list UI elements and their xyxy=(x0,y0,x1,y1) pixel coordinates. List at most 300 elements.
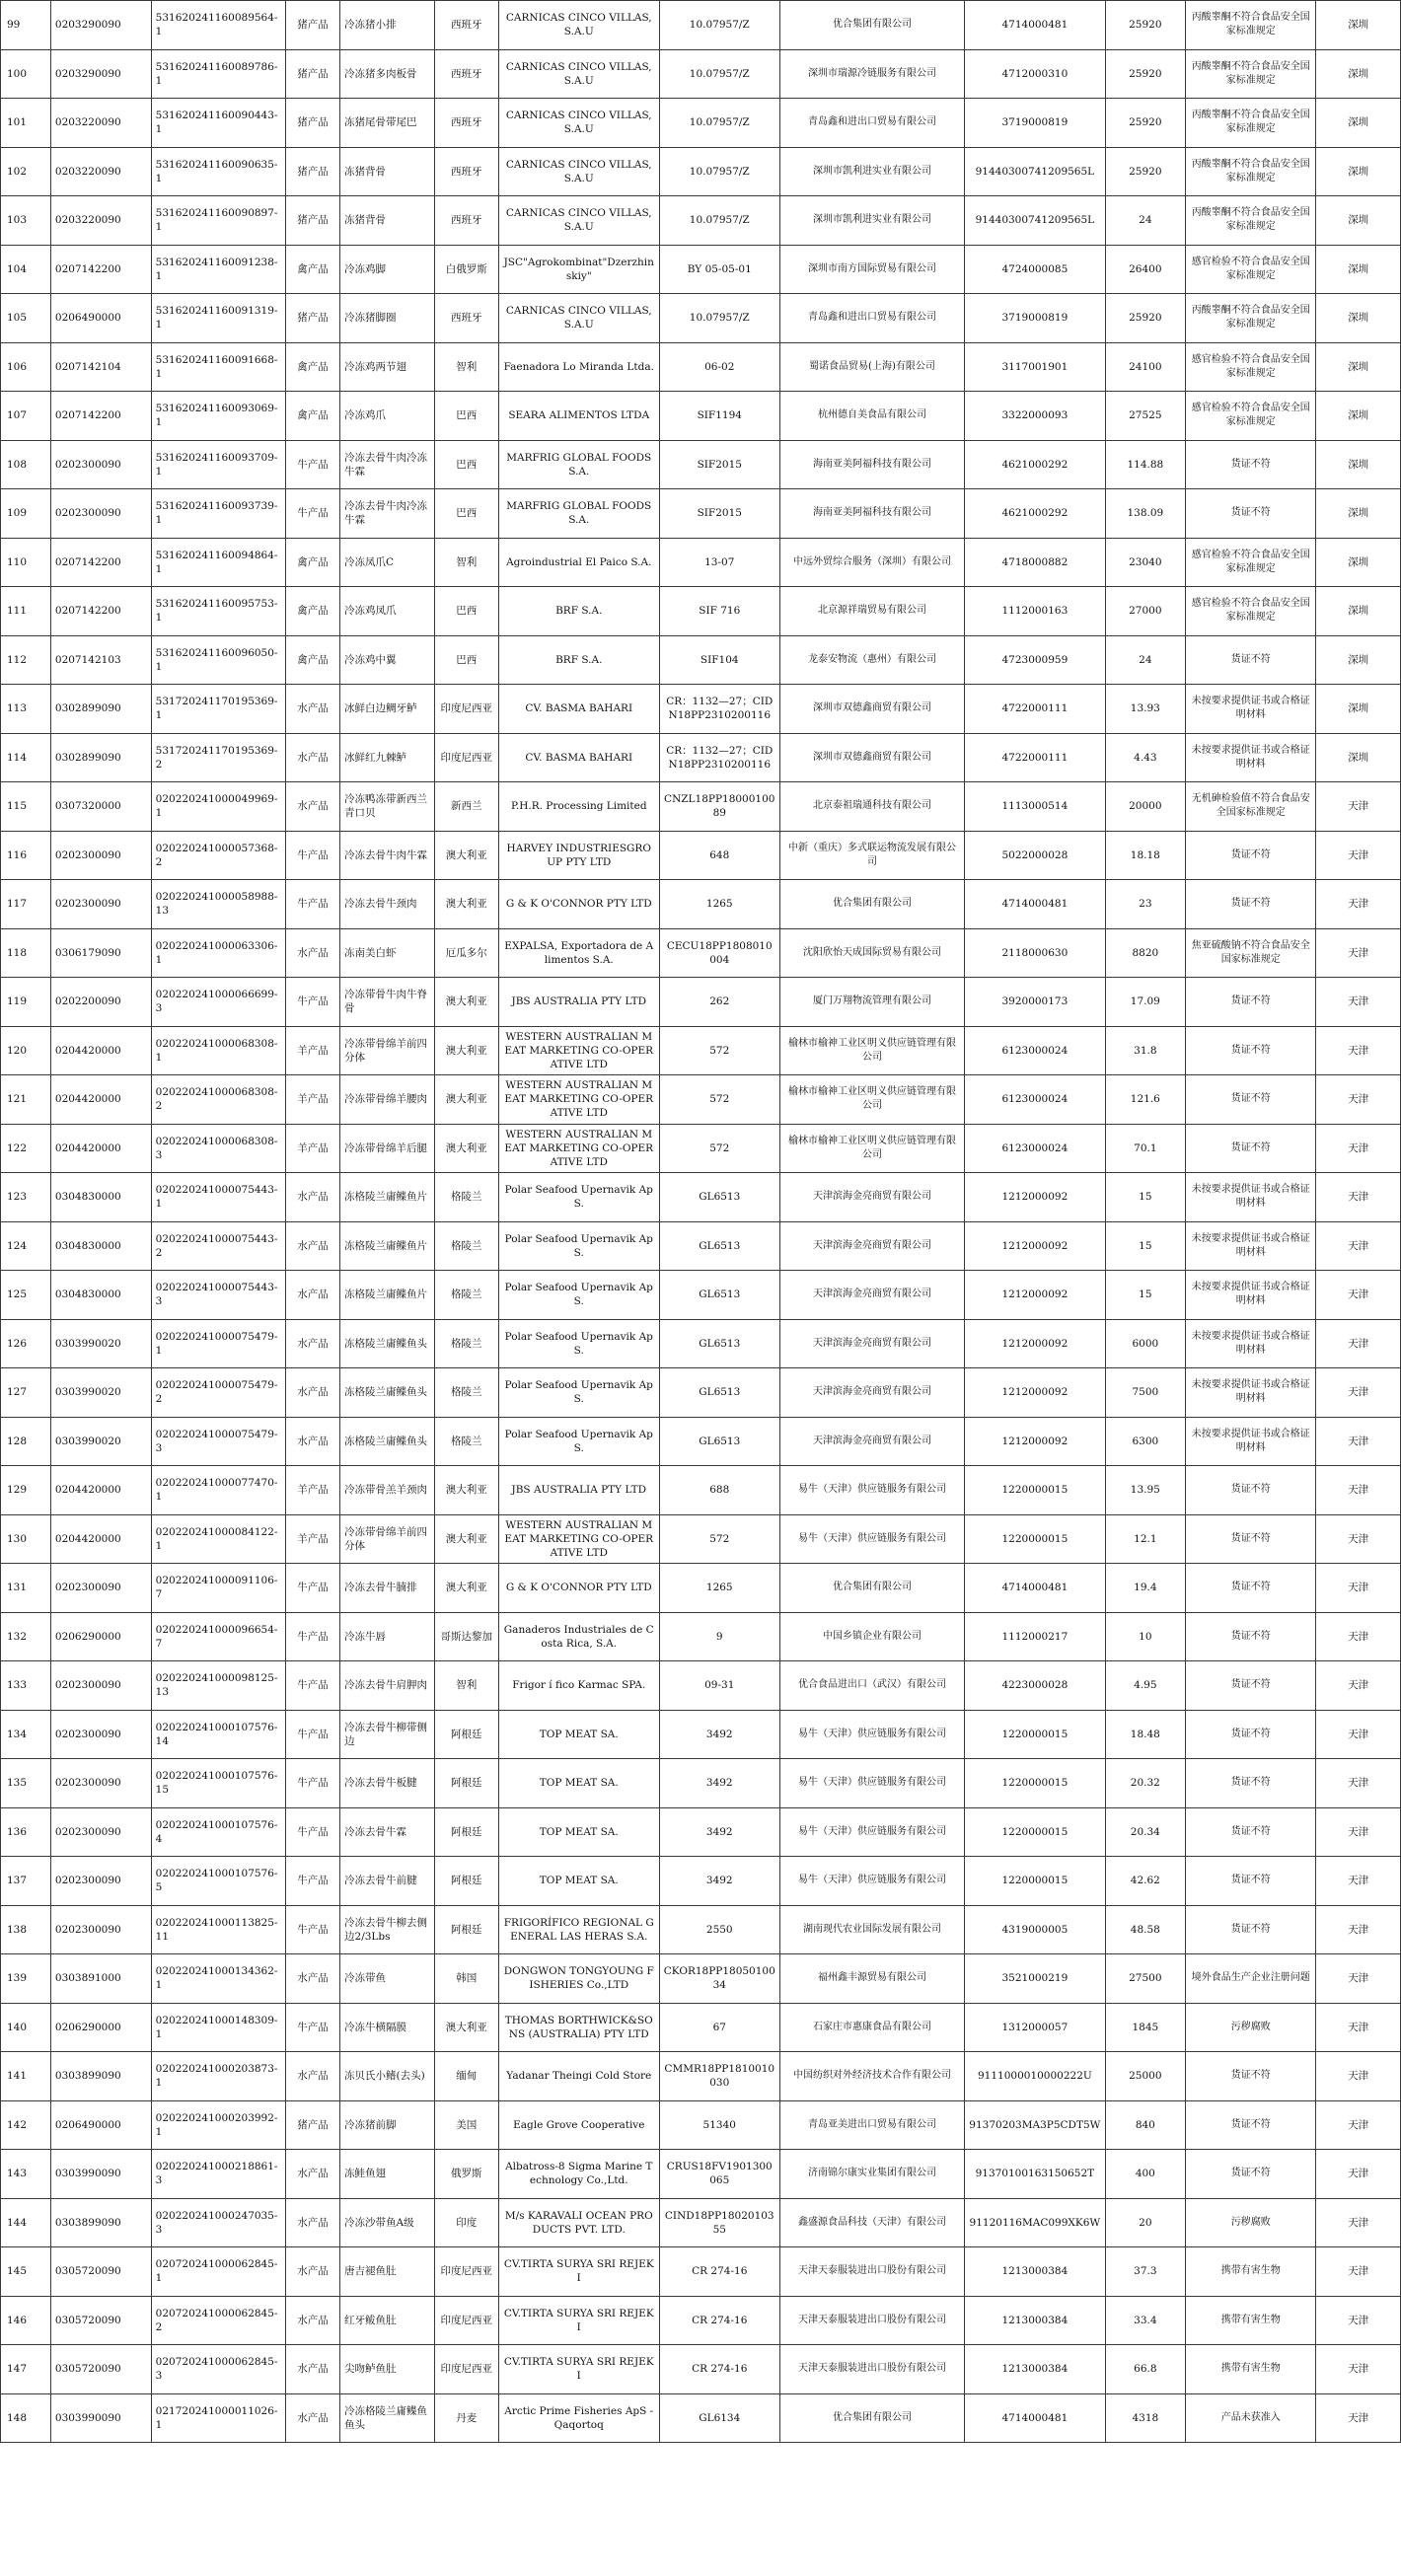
cell-hs: 0207142200 xyxy=(50,538,151,587)
table-row xyxy=(1,147,1401,196)
cell-decl: 020220241000096654-7 xyxy=(151,1612,285,1661)
cell-port: 天津 xyxy=(1316,1710,1401,1759)
cell-importer: 青岛鑫和进出口贸易有限公司 xyxy=(779,99,964,148)
cell-cat: 猪产品 xyxy=(286,2100,340,2150)
cell-product: 冷冻去骨牛肉冷冻牛霖 xyxy=(340,489,435,539)
cell-cat: 牛产品 xyxy=(286,1710,340,1759)
table-row xyxy=(1,2247,1401,2297)
cell-reg: GL6513 xyxy=(659,1173,779,1222)
cell-importer: 天津滨海金亮商贸有限公司 xyxy=(779,1319,964,1368)
cell-code: 1220000015 xyxy=(965,1466,1106,1515)
cell-product: 冻格陵兰庸鲽鱼头 xyxy=(340,1417,435,1466)
cell-cat: 牛产品 xyxy=(286,1759,340,1808)
cell-weight: 42.62 xyxy=(1105,1857,1185,1906)
cell-port: 天津 xyxy=(1316,1612,1401,1661)
table-row xyxy=(1,1368,1401,1418)
cell-seq: 128 xyxy=(1,1417,51,1466)
cell-code: 4714000481 xyxy=(965,880,1106,929)
cell-weight: 48.58 xyxy=(1105,1905,1185,1954)
cell-producer: CV. BASMA BAHARI xyxy=(498,685,659,734)
cell-hs: 0203290090 xyxy=(50,1,151,50)
cell-origin: 格陵兰 xyxy=(434,1368,498,1418)
cell-code: 3322000093 xyxy=(965,392,1106,441)
table-row xyxy=(1,1124,1401,1173)
cell-decl: 020220241000091106-7 xyxy=(151,1564,285,1613)
cell-decl: 020220241000107576-4 xyxy=(151,1807,285,1857)
cell-origin: 印度尼西亚 xyxy=(434,733,498,782)
cell-product: 冻猪背骨 xyxy=(340,196,435,246)
cell-producer: MARFRIG GLOBAL FOODS S.A. xyxy=(498,489,659,539)
cell-importer: 鑫盛源食品科技（天津）有限公司 xyxy=(779,2198,964,2247)
cell-importer: 石家庄市惠康食品有限公司 xyxy=(779,2003,964,2052)
cell-code: 91440300741209565L xyxy=(965,147,1106,196)
cell-product: 冷冻去骨牛柳带侧边 xyxy=(340,1710,435,1759)
table-row xyxy=(1,635,1401,685)
cell-origin: 西班牙 xyxy=(434,1,498,50)
cell-decl: 531620241160093069-1 xyxy=(151,392,285,441)
table-row xyxy=(1,245,1401,294)
cell-reason: 未按要求提供证书或合格证明材料 xyxy=(1186,1368,1316,1418)
cell-decl: 531620241160089786-1 xyxy=(151,49,285,99)
cell-producer: G & K O'CONNOR PTY LTD xyxy=(498,880,659,929)
cell-cat: 水产品 xyxy=(286,2393,340,2443)
cell-importer: 深圳市南方国际贸易有限公司 xyxy=(779,245,964,294)
cell-hs: 0303891000 xyxy=(50,1954,151,2004)
cell-code: 1220000015 xyxy=(965,1857,1106,1906)
cell-reason: 货证不符 xyxy=(1186,1807,1316,1857)
cell-reason: 丙酸睾酮不符合食品安全国家标准规定 xyxy=(1186,294,1316,343)
cell-decl: 020220241000057368-2 xyxy=(151,831,285,880)
cell-port: 天津 xyxy=(1316,1221,1401,1271)
cell-seq: 145 xyxy=(1,2247,51,2297)
cell-reg: 51340 xyxy=(659,2100,779,2150)
cell-producer: TOP MEAT SA. xyxy=(498,1759,659,1808)
cell-importer: 天津滨海金亮商贸有限公司 xyxy=(779,1417,964,1466)
cell-origin: 西班牙 xyxy=(434,294,498,343)
cell-cat: 牛产品 xyxy=(286,1857,340,1906)
cell-cat: 牛产品 xyxy=(286,880,340,929)
cell-port: 深圳 xyxy=(1316,342,1401,392)
cell-product: 冷冻鸡两节翅 xyxy=(340,342,435,392)
cell-code: 1212000092 xyxy=(965,1368,1106,1418)
table-row xyxy=(1,1564,1401,1613)
cell-producer: Polar Seafood Upernavik ApS. xyxy=(498,1173,659,1222)
cell-producer: WESTERN AUSTRALIAN MEAT MARKETING CO-OPERATIVE LTD xyxy=(498,1026,659,1075)
cell-hs: 0202300090 xyxy=(50,831,151,880)
cell-producer: Polar Seafood Upernavik ApS. xyxy=(498,1271,659,1320)
table-row xyxy=(1,1466,1401,1515)
cell-decl: 531620241160090443-1 xyxy=(151,99,285,148)
cell-origin: 巴西 xyxy=(434,635,498,685)
cell-cat: 牛产品 xyxy=(286,1564,340,1613)
cell-reason: 丙酸睾酮不符合食品安全国家标准规定 xyxy=(1186,1,1316,50)
table-row xyxy=(1,733,1401,782)
cell-reason: 污秽腐败 xyxy=(1186,2003,1316,2052)
cell-code: 1113000514 xyxy=(965,782,1106,832)
cell-product: 冷冻鸡中翼 xyxy=(340,635,435,685)
cell-decl: 020720241000062845-2 xyxy=(151,2296,285,2345)
cell-reg: 10.07957/Z xyxy=(659,99,779,148)
cell-reg: 06-02 xyxy=(659,342,779,392)
cell-product: 冷冻凤爪C xyxy=(340,538,435,587)
cell-producer: CV. BASMA BAHARI xyxy=(498,733,659,782)
cell-reg: 262 xyxy=(659,978,779,1027)
cell-product: 冷冻去骨牛板腱 xyxy=(340,1759,435,1808)
cell-port: 天津 xyxy=(1316,831,1401,880)
cell-weight: 7500 xyxy=(1105,1368,1185,1418)
cell-reason: 货证不符 xyxy=(1186,1466,1316,1515)
cell-producer: Polar Seafood Upernavik ApS. xyxy=(498,1221,659,1271)
cell-reg: 10.07957/Z xyxy=(659,196,779,246)
cell-producer: HARVEY INDUSTRIESGROUP PTY LTD xyxy=(498,831,659,880)
cell-importer: 海南亚美阿福科技有限公司 xyxy=(779,489,964,539)
cell-hs: 0202300090 xyxy=(50,440,151,489)
cell-reg: SIF 716 xyxy=(659,587,779,636)
cell-reason: 丙酸睾酮不符合食品安全国家标准规定 xyxy=(1186,196,1316,246)
cell-importer: 青岛亚美进出口贸易有限公司 xyxy=(779,2100,964,2150)
cell-origin: 智利 xyxy=(434,1661,498,1711)
cell-product: 唐吉褪鱼肚 xyxy=(340,2247,435,2297)
cell-importer: 蜀诺食品贸易(上海)有限公司 xyxy=(779,342,964,392)
cell-hs: 0304830000 xyxy=(50,1271,151,1320)
cell-origin: 澳大利亚 xyxy=(434,1075,498,1125)
cell-reg: CR 274-16 xyxy=(659,2296,779,2345)
cell-seq: 129 xyxy=(1,1466,51,1515)
cell-seq: 130 xyxy=(1,1514,51,1564)
cell-reg: CNZL18PP1800010089 xyxy=(659,782,779,832)
cell-cat: 水产品 xyxy=(286,928,340,978)
table-row xyxy=(1,685,1401,734)
cell-reason: 感官检验不符合食品安全国家标准规定 xyxy=(1186,342,1316,392)
cell-origin: 格陵兰 xyxy=(434,1417,498,1466)
cell-cat: 牛产品 xyxy=(286,1612,340,1661)
cell-weight: 24 xyxy=(1105,196,1185,246)
cell-product: 冷冻格陵兰庸鲽鱼鱼头 xyxy=(340,2393,435,2443)
cell-product: 冷冻鸡脚 xyxy=(340,245,435,294)
cell-reg: 572 xyxy=(659,1075,779,1125)
cell-decl: 531720241170195369-1 xyxy=(151,685,285,734)
cell-code: 1212000092 xyxy=(965,1319,1106,1368)
cell-decl: 020220241000084122-1 xyxy=(151,1514,285,1564)
cell-importer: 天津滨海金亮商贸有限公司 xyxy=(779,1271,964,1320)
cell-origin: 西班牙 xyxy=(434,147,498,196)
cell-producer: Frigor í fico Karmac SPA. xyxy=(498,1661,659,1711)
cell-cat: 牛产品 xyxy=(286,1905,340,1954)
cell-cat: 猪产品 xyxy=(286,147,340,196)
cell-code: 91440300741209565L xyxy=(965,196,1106,246)
cell-code: 3719000819 xyxy=(965,294,1106,343)
cell-code: 4714000481 xyxy=(965,2393,1106,2443)
cell-reason: 货证不符 xyxy=(1186,440,1316,489)
cell-producer: CV.TIRTA SURYA SRI REJEKI xyxy=(498,2247,659,2297)
cell-seq: 135 xyxy=(1,1759,51,1808)
cell-reason: 未按要求提供证书或合格证明材料 xyxy=(1186,1271,1316,1320)
cell-product: 冷冻牛横隔膜 xyxy=(340,2003,435,2052)
cell-decl: 531620241160091238-1 xyxy=(151,245,285,294)
cell-importer: 中国纺织对外经济技术合作有限公司 xyxy=(779,2052,964,2101)
cell-reg: GL6513 xyxy=(659,1221,779,1271)
cell-seq: 100 xyxy=(1,49,51,99)
cell-cat: 猪产品 xyxy=(286,99,340,148)
cell-code: 1220000015 xyxy=(965,1807,1106,1857)
cell-decl: 020220241000049969-1 xyxy=(151,782,285,832)
cell-weight: 23 xyxy=(1105,880,1185,929)
cell-seq: 115 xyxy=(1,782,51,832)
cell-product: 冷冻带骨羔羊颈肉 xyxy=(340,1466,435,1515)
cell-reg: 572 xyxy=(659,1124,779,1173)
cell-decl: 531620241160096050-1 xyxy=(151,635,285,685)
cell-reg: CR：1132—27；CIDN18PP2310200116 xyxy=(659,685,779,734)
cell-decl: 020220241000218861-3 xyxy=(151,2150,285,2199)
cell-hs: 0206290000 xyxy=(50,2003,151,2052)
cell-origin: 印度 xyxy=(434,2198,498,2247)
cell-product: 冻格陵兰庸鲽鱼片 xyxy=(340,1173,435,1222)
cell-cat: 猪产品 xyxy=(286,196,340,246)
cell-reason: 携带有害生物 xyxy=(1186,2247,1316,2297)
cell-producer: SEARA ALIMENTOS LTDA xyxy=(498,392,659,441)
cell-product: 冻格陵兰庸鲽鱼片 xyxy=(340,1221,435,1271)
cell-port: 天津 xyxy=(1316,2296,1401,2345)
cell-decl: 020220241000247035-3 xyxy=(151,2198,285,2247)
cell-cat: 禽产品 xyxy=(286,392,340,441)
cell-reg: SIF2015 xyxy=(659,440,779,489)
cell-cat: 牛产品 xyxy=(286,2003,340,2052)
cell-port: 深圳 xyxy=(1316,1,1401,50)
cell-cat: 水产品 xyxy=(286,1173,340,1222)
cell-hs: 0202300090 xyxy=(50,1759,151,1808)
cell-producer: CV.TIRTA SURYA SRI REJEKI xyxy=(498,2345,659,2394)
cell-importer: 榆林市榆神工业区明义供应链管理有限公司 xyxy=(779,1124,964,1173)
cell-producer: CV.TIRTA SURYA SRI REJEKI xyxy=(498,2296,659,2345)
cell-decl: 020220241000075443-2 xyxy=(151,1221,285,1271)
cell-origin: 印度尼西亚 xyxy=(434,685,498,734)
cell-reg: 1265 xyxy=(659,1564,779,1613)
cell-origin: 印度尼西亚 xyxy=(434,2247,498,2297)
cell-product: 尖吻鲈鱼肚 xyxy=(340,2345,435,2394)
cell-importer: 青岛鑫和进出口贸易有限公司 xyxy=(779,294,964,343)
cell-port: 天津 xyxy=(1316,880,1401,929)
cell-cat: 水产品 xyxy=(286,2052,340,2101)
cell-importer: 天津滨海金亮商贸有限公司 xyxy=(779,1368,964,1418)
cell-decl: 020220241000068308-3 xyxy=(151,1124,285,1173)
cell-importer: 天津滨海金亮商贸有限公司 xyxy=(779,1173,964,1222)
cell-decl: 531620241160093739-1 xyxy=(151,489,285,539)
cell-product: 冷冻带骨牛肉牛脊骨 xyxy=(340,978,435,1027)
cell-port: 天津 xyxy=(1316,2247,1401,2297)
cell-origin: 澳大利亚 xyxy=(434,880,498,929)
cell-weight: 24100 xyxy=(1105,342,1185,392)
cell-weight: 121.6 xyxy=(1105,1075,1185,1125)
cell-producer: P.H.R. Processing Limited xyxy=(498,782,659,832)
cell-reg: CR 274-16 xyxy=(659,2247,779,2297)
cell-weight: 26400 xyxy=(1105,245,1185,294)
cell-code: 1220000015 xyxy=(965,1759,1106,1808)
cell-importer: 易牛（天津）供应链服务有限公司 xyxy=(779,1466,964,1515)
table-row xyxy=(1,1612,1401,1661)
cell-decl: 020220241000068308-2 xyxy=(151,1075,285,1125)
cell-cat: 禽产品 xyxy=(286,245,340,294)
cell-port: 天津 xyxy=(1316,2100,1401,2150)
table-row xyxy=(1,440,1401,489)
cell-code: 3521000219 xyxy=(965,1954,1106,2004)
cell-code: 6123000024 xyxy=(965,1075,1106,1125)
cell-product: 冷冻去骨牛柳去侧边2/3Lbs xyxy=(340,1905,435,1954)
cell-decl: 020220241000203992-1 xyxy=(151,2100,285,2150)
cell-origin: 巴西 xyxy=(434,440,498,489)
cell-decl: 531620241160090897-1 xyxy=(151,196,285,246)
cell-weight: 15 xyxy=(1105,1271,1185,1320)
table-row xyxy=(1,1221,1401,1271)
cell-code: 1220000015 xyxy=(965,1514,1106,1564)
cell-seq: 125 xyxy=(1,1271,51,1320)
cell-cat: 水产品 xyxy=(286,2150,340,2199)
cell-seq: 99 xyxy=(1,1,51,50)
cell-producer: Ganaderos Industriales de Costa Rica, S.A. xyxy=(498,1612,659,1661)
cell-weight: 25920 xyxy=(1105,49,1185,99)
cell-weight: 66.8 xyxy=(1105,2345,1185,2394)
cell-code: 3117001901 xyxy=(965,342,1106,392)
cell-hs: 0204420000 xyxy=(50,1026,151,1075)
table-row xyxy=(1,978,1401,1027)
cell-origin: 白俄罗斯 xyxy=(434,245,498,294)
cell-reason: 货证不符 xyxy=(1186,2150,1316,2199)
cell-port: 天津 xyxy=(1316,2003,1401,2052)
cell-code: 1212000092 xyxy=(965,1271,1106,1320)
cell-importer: 龙泰安物流（惠州）有限公司 xyxy=(779,635,964,685)
cell-port: 天津 xyxy=(1316,928,1401,978)
cell-code: 9111000010000222U xyxy=(965,2052,1106,2101)
cell-port: 天津 xyxy=(1316,1466,1401,1515)
cell-producer: Polar Seafood Upernavik ApS. xyxy=(498,1319,659,1368)
cell-cat: 牛产品 xyxy=(286,978,340,1027)
cell-code: 1312000057 xyxy=(965,2003,1106,2052)
cell-importer: 榆林市榆神工业区明义供应链管理有限公司 xyxy=(779,1075,964,1125)
cell-importer: 易牛（天津）供应链服务有限公司 xyxy=(779,1857,964,1906)
cell-hs: 0202300090 xyxy=(50,1661,151,1711)
table-row xyxy=(1,99,1401,148)
cell-hs: 0206290000 xyxy=(50,1612,151,1661)
cell-hs: 0204420000 xyxy=(50,1075,151,1125)
cell-origin: 丹麦 xyxy=(434,2393,498,2443)
cell-decl: 020220241000203873-1 xyxy=(151,2052,285,2101)
cell-reg: 2550 xyxy=(659,1905,779,1954)
cell-reason: 货证不符 xyxy=(1186,1075,1316,1125)
cell-reason: 货证不符 xyxy=(1186,1759,1316,1808)
cell-origin: 澳大利亚 xyxy=(434,831,498,880)
cell-weight: 33.4 xyxy=(1105,2296,1185,2345)
cell-reason: 货证不符 xyxy=(1186,1612,1316,1661)
cell-code: 4718000882 xyxy=(965,538,1106,587)
cell-weight: 19.4 xyxy=(1105,1564,1185,1613)
cell-product: 冻猪背骨 xyxy=(340,147,435,196)
cell-cat: 水产品 xyxy=(286,2247,340,2297)
cell-product: 冷冻猪脚圈 xyxy=(340,294,435,343)
cell-decl: 020220241000107576-5 xyxy=(151,1857,285,1906)
cell-producer: TOP MEAT SA. xyxy=(498,1857,659,1906)
cell-product: 冻格陵兰庸鲽鱼头 xyxy=(340,1319,435,1368)
cell-weight: 10 xyxy=(1105,1612,1185,1661)
cell-seq: 116 xyxy=(1,831,51,880)
cell-port: 天津 xyxy=(1316,1954,1401,2004)
table-row xyxy=(1,2198,1401,2247)
cell-origin: 阿根廷 xyxy=(434,1759,498,1808)
cell-origin: 澳大利亚 xyxy=(434,1564,498,1613)
cell-code: 4712000310 xyxy=(965,49,1106,99)
cell-producer: M/s KARAVALI OCEAN PRODUCTS PVT. LTD. xyxy=(498,2198,659,2247)
cell-hs: 0303899090 xyxy=(50,2052,151,2101)
cell-importer: 中远外贸综合服务（深圳）有限公司 xyxy=(779,538,964,587)
cell-code: 4722000111 xyxy=(965,733,1106,782)
cell-product: 冷冻去骨牛霖 xyxy=(340,1807,435,1857)
cell-weight: 13.95 xyxy=(1105,1466,1185,1515)
cell-seq: 137 xyxy=(1,1857,51,1906)
cell-origin: 俄罗斯 xyxy=(434,2150,498,2199)
cell-seq: 126 xyxy=(1,1319,51,1368)
cell-reason: 货证不符 xyxy=(1186,1710,1316,1759)
cell-code: 1213000384 xyxy=(965,2345,1106,2394)
table-row xyxy=(1,1759,1401,1808)
table-row xyxy=(1,49,1401,99)
cell-reg: 3492 xyxy=(659,1857,779,1906)
cell-hs: 0202300090 xyxy=(50,1857,151,1906)
cell-hs: 0202200090 xyxy=(50,978,151,1027)
cell-importer: 优合食品进出口（武汉）有限公司 xyxy=(779,1661,964,1711)
cell-origin: 阿根廷 xyxy=(434,1857,498,1906)
cell-cat: 羊产品 xyxy=(286,1514,340,1564)
cell-hs: 0204420000 xyxy=(50,1466,151,1515)
cell-origin: 澳大利亚 xyxy=(434,1514,498,1564)
cell-decl: 531620241160093709-1 xyxy=(151,440,285,489)
cell-cat: 水产品 xyxy=(286,733,340,782)
cell-port: 天津 xyxy=(1316,1564,1401,1613)
cell-decl: 531620241160090635-1 xyxy=(151,147,285,196)
cell-code: 1212000092 xyxy=(965,1417,1106,1466)
cell-seq: 134 xyxy=(1,1710,51,1759)
cell-reg: GL6134 xyxy=(659,2393,779,2443)
table-row xyxy=(1,1954,1401,2004)
cell-port: 天津 xyxy=(1316,1857,1401,1906)
cell-reg: 10.07957/Z xyxy=(659,49,779,99)
cell-reg: GL6513 xyxy=(659,1319,779,1368)
cell-producer: CARNICAS CINCO VILLAS, S.A.U xyxy=(498,294,659,343)
cell-importer: 深圳市瑞源冷链服务有限公司 xyxy=(779,49,964,99)
cell-seq: 147 xyxy=(1,2345,51,2394)
cell-product: 冷冻鸡凤爪 xyxy=(340,587,435,636)
cell-reason: 货证不符 xyxy=(1186,1026,1316,1075)
cell-reg: 572 xyxy=(659,1514,779,1564)
cell-code: 6123000024 xyxy=(965,1026,1106,1075)
cell-producer: CARNICAS CINCO VILLAS, S.A.U xyxy=(498,49,659,99)
cell-weight: 20.32 xyxy=(1105,1759,1185,1808)
cell-code: 3719000819 xyxy=(965,99,1106,148)
cell-reason: 未按要求提供证书或合格证明材料 xyxy=(1186,1319,1316,1368)
cell-reason: 污秽腐败 xyxy=(1186,2198,1316,2247)
cell-code: 4724000085 xyxy=(965,245,1106,294)
cell-code: 1212000092 xyxy=(965,1221,1106,1271)
cell-hs: 0204420000 xyxy=(50,1514,151,1564)
cell-reg: 10.07957/Z xyxy=(659,294,779,343)
cell-reg: CMMR18PP1810010030 xyxy=(659,2052,779,2101)
cell-product: 冷冻去骨牛颈肉 xyxy=(340,880,435,929)
table-row xyxy=(1,1857,1401,1906)
cell-code: 1220000015 xyxy=(965,1710,1106,1759)
cell-reason: 未按要求提供证书或合格证明材料 xyxy=(1186,1173,1316,1222)
table-row xyxy=(1,294,1401,343)
cell-reason: 未按要求提供证书或合格证明材料 xyxy=(1186,685,1316,734)
cell-product: 冰鲜红九棘鲈 xyxy=(340,733,435,782)
cell-producer: THOMAS BORTHWICK&SONS (AUSTRALIA) PTY LTD xyxy=(498,2003,659,2052)
cell-producer: JSC"Agrokombinat"Dzerzhinskiy" xyxy=(498,245,659,294)
